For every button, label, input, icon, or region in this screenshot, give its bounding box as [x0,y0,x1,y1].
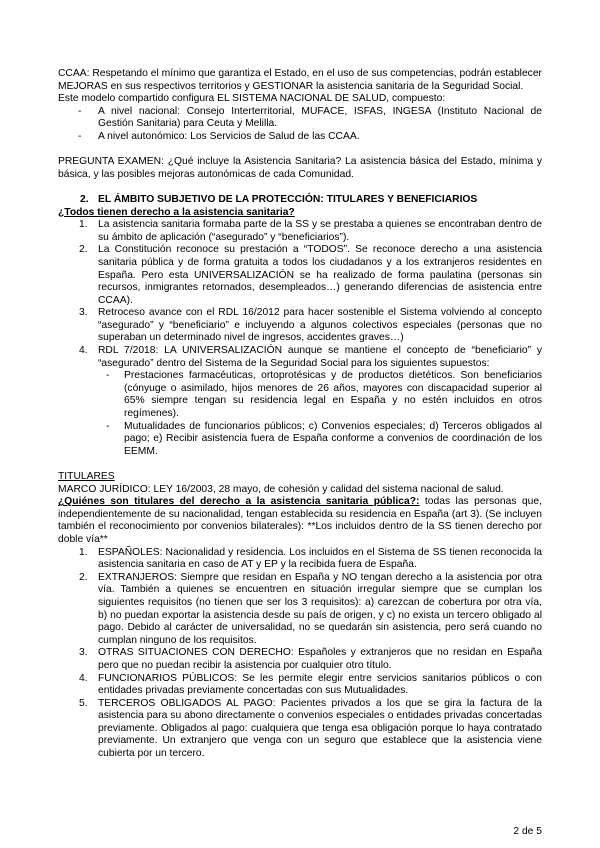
list-item: - A nivel autonómico: Los Servicios de Salud de las CCAA. [58,131,542,144]
list-number: 2. [79,244,88,256]
list-text: Retroceso avance con el RDL 16/2012 para hacer sostenible el Sistema volviendo al concepto “asegurado” y “beneficiario” e incluyendo a algunos colectivos especiales (personas que no superaban un determinado nivel de ingresos, accidentes graves…) [98,307,542,344]
list-text: TERCEROS OBLIGADOS AL PAGO: Pacientes privados a los que se gira la factura de la asistencia para su abono directamente o convenios especiales o entidades privadas concertadas previamente. Obligados al pago: cualquiera que tenga esa obligación porque lo haya contratado previamente. Un extranjero que venga con un seguro que establece que la asistencia viene cubierta por un tercero. [98,697,542,760]
list-number: 1. [79,219,88,231]
list-number: 5. [79,697,88,709]
modelo-paragraph: Este modelo compartido configura EL SISTEMA NACIONAL DE SALUD, compuesto: [58,93,446,105]
list-text: ESPAÑOLES: Nacionalidad y residencia. Los incluidos en el Sistema de SS tienen reconocida la asistencia sanitaria en caso de AT y EP y la recibida fuera de España. [98,546,542,571]
list-item [58,673,542,698]
list-item [58,572,542,648]
sublist-item: - Prestaciones farmacéuticas, ortoprotésicas y de productos dietéticos. Son beneficiarios (cónyuge o asimilado, hijos menores de 26 años, mayores con discapacidad superior al 65% siempre tengan su residencia legal en España y no estén incluidos en otros regímenes). [98,370,542,420]
list-number: 1. [79,546,88,558]
list-text: RDL 7/2018: LA UNIVERSALIZACIÓN aunque se mantiene el concepto de “beneficiario” y “asegurado” dentro del Sistema de la Seguridad Social para los siguientes supuestos: [98,345,542,369]
list-number: 3. [79,647,88,659]
modelo-list [58,106,542,144]
list-item [58,244,542,307]
section-2-question: ¿Todos tienen derecho a la asistencia sanitaria? [58,206,295,218]
list-item [58,647,542,672]
section-number: 2. [80,193,89,205]
titulares-question-paragraph [58,496,542,546]
item-4-sublist [98,370,542,458]
section-2-list [58,219,542,458]
list-item [58,219,542,244]
sublist-item: - Mutualidades de funcionarios públicos; c) Convenios especiales; d) Terceros obligados al pago; e) Recibir asistencia fuera de España conforme a convenios de coordinación de los EEMM. [98,421,542,459]
list-item [58,547,542,572]
list-number: 2. [79,571,88,583]
titulares-list [58,547,542,761]
list-number: 3. [79,307,88,319]
page-number: 2 de 5 [513,826,542,837]
list-number: 4. [79,345,88,357]
list-item [58,345,542,458]
marco-juridico: MARCO JURÍDICO: LEY 16/2003, 28 mayo, de cohesión y calidad del sistema nacional de salud. [58,483,504,495]
list-text: FUNCIONARIOS PÚBLICOS: Se les permite elegir entre servicios sanitarios públicos o con entidades privadas previamente concertadas con sus Mutualidades. [98,672,542,697]
page-content [58,68,542,761]
titulares-question: ¿Quiénes son titulares del derecho a la asistencia sanitaria pública?: [58,496,420,508]
exam-question-paragraph: PREGUNTA EXAMEN: ¿Qué incluye la Asistencia Sanitaria? La asistencia básica del Estado, mínima y básica, y las posibles mejoras autonómicas de cada Comunidad. [58,156,542,180]
list-item [58,698,542,761]
list-text: EXTRANJEROS: Siempre que residan en España y NO tengan derecho a la asistencia por otra vía. También a quienes se encuentren en situación irregular siempre que se cumplan los siguientes requisitos (no tienen que ser los 3 requisitos): a) carezcan de cobertura por otra vía, b) no puedan exportar la asistencia desde su país de origen, y c) no exista un tercero obligado al pago. Debido al carácter de universalidad, no se quedarán sin asistencia, pero será cuando no cumplan ninguno de los requisitos. [98,571,542,646]
list-text: La Constitución reconoce su prestación a “TODOS”. Se reconoce derecho a una asistencia sanitaria pública y de forma gratuita a todos los ciudadanos y a los extranjeros residentes en España. Pero esta UNIVERSALIZACIÓN se ha realizado de forma paulatina (personas sin recursos, inmigrantes retornados, desempleados…) generando diferencias de asistencia entre CCAA). [98,244,542,306]
section-2-title [58,194,542,207]
list-number: 4. [79,672,88,684]
list-text: OTRAS SITUACIONES CON DERECHO: Españoles y extranjeros que no residan en España pero que no puedan recibir la asistencia por cualquier otro título. [98,647,542,671]
list-item [58,307,542,345]
list-text: La asistencia sanitaria formaba parte de la SS y se prestaba a quienes se encontraban dentro de su ámbito de aplicación (“asegurado” y “beneficiarios”). [98,219,542,243]
list-item: - A nivel nacional: Consejo Interterritorial, MUFACE, ISFAS, INGESA (Instituto Nacional de Gestión Sanitaria) para Ceuta y Melilla. [58,106,542,131]
titulares-heading: TITULARES [58,471,115,482]
section-title-text: EL ÁMBITO SUBJETIVO DE LA PROTECCIÓN: TITULARES Y BENEFICIARIOS [98,193,478,205]
ccaa-paragraph: CCAA: Respetando el mínimo que garantiza el Estado, en el uso de sus competencias, podrán establecer MEJORAS en sus respectivos territorios y GESTIONAR la asistencia sanitaria de la Seguridad Social. [58,68,542,92]
titulares-question-answer: todas las personas que, independientemente de su nacionalidad, tengan establecida su residencia en España (art 3). (Se incluyen también el reconocimiento por convenios bilaterales): **Los incluidos dentro de la SS tienen derecho por doble vía** [58,496,542,545]
